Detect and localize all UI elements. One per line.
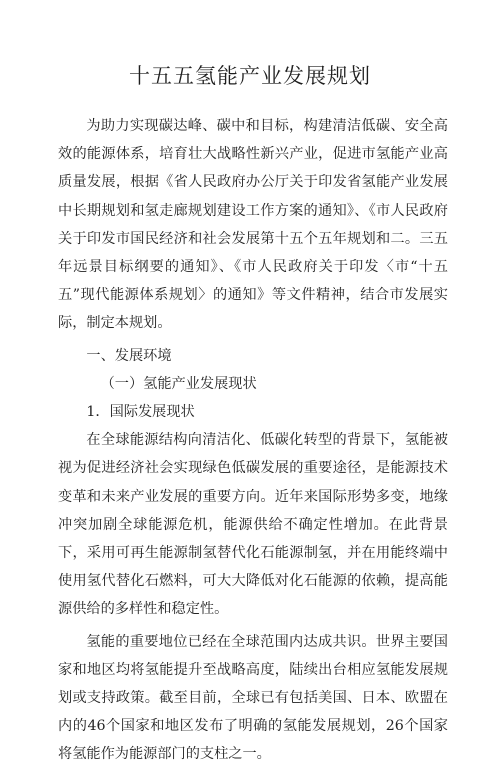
body-paragraph-2: 氢能的重要地位已经在全球范围内达成共识。世界主要国家和地区均将氢能提升至战略高度，陆续出台相应氢能发展规划或支持政策。截至目前，全球已有包括美国、日本、欧盟在内的46个国家和地区发布了明确的氢能发展规划，26个国家将氢能作为能源部门的支柱之一。	[58, 633, 448, 763]
body-paragraph-1: 在全球能源结构向清洁化、低碳化转型的背景下，氢能被视为促进经济社会实现绿色低碳发展的重要途径，是能源技术变革和未来产业发展的重要方向。近年来国际形势多变，地缘冲突加剧全球能源危机，能源供给不确定性增加。在此背景下，采用可再生能源制氢替代化石能源制氢，并在用能终端中使用氢代替化石燃料，可大大降低对化石能源的依赖，提高能源供给的多样性和稳定性。	[58, 432, 448, 618]
section-heading-1: 一、发展环境	[86, 347, 172, 364]
subsection-heading-1: （一）氢能产业发展现状	[100, 375, 257, 392]
intro-paragraph: 为助力实现碳达峰、碳中和目标，构建清洁低碳、安全高效的能源体系，培育壮大战略性新兴产业，促进市氢能产业高质量发展，根据《省人民政府办公厅关于印发省氢能产业发展中长期规划和氢走廊规划建设工作方案的通知》、《市人民政府关于印发市国民经济和社会发展第十五个五年规划和二。三五年远景目标纲要的通知》、《市人民政府关于印发〈市“十五五”现代能源体系规划〉的通知》等文件精神，结合市发展实际，制定本规划。	[58, 118, 448, 332]
item-heading-1: 1．国际发展现状	[86, 404, 195, 421]
document-body	[58, 112, 448, 773]
document-title: 十五五氢能产业发展规划	[129, 64, 371, 88]
